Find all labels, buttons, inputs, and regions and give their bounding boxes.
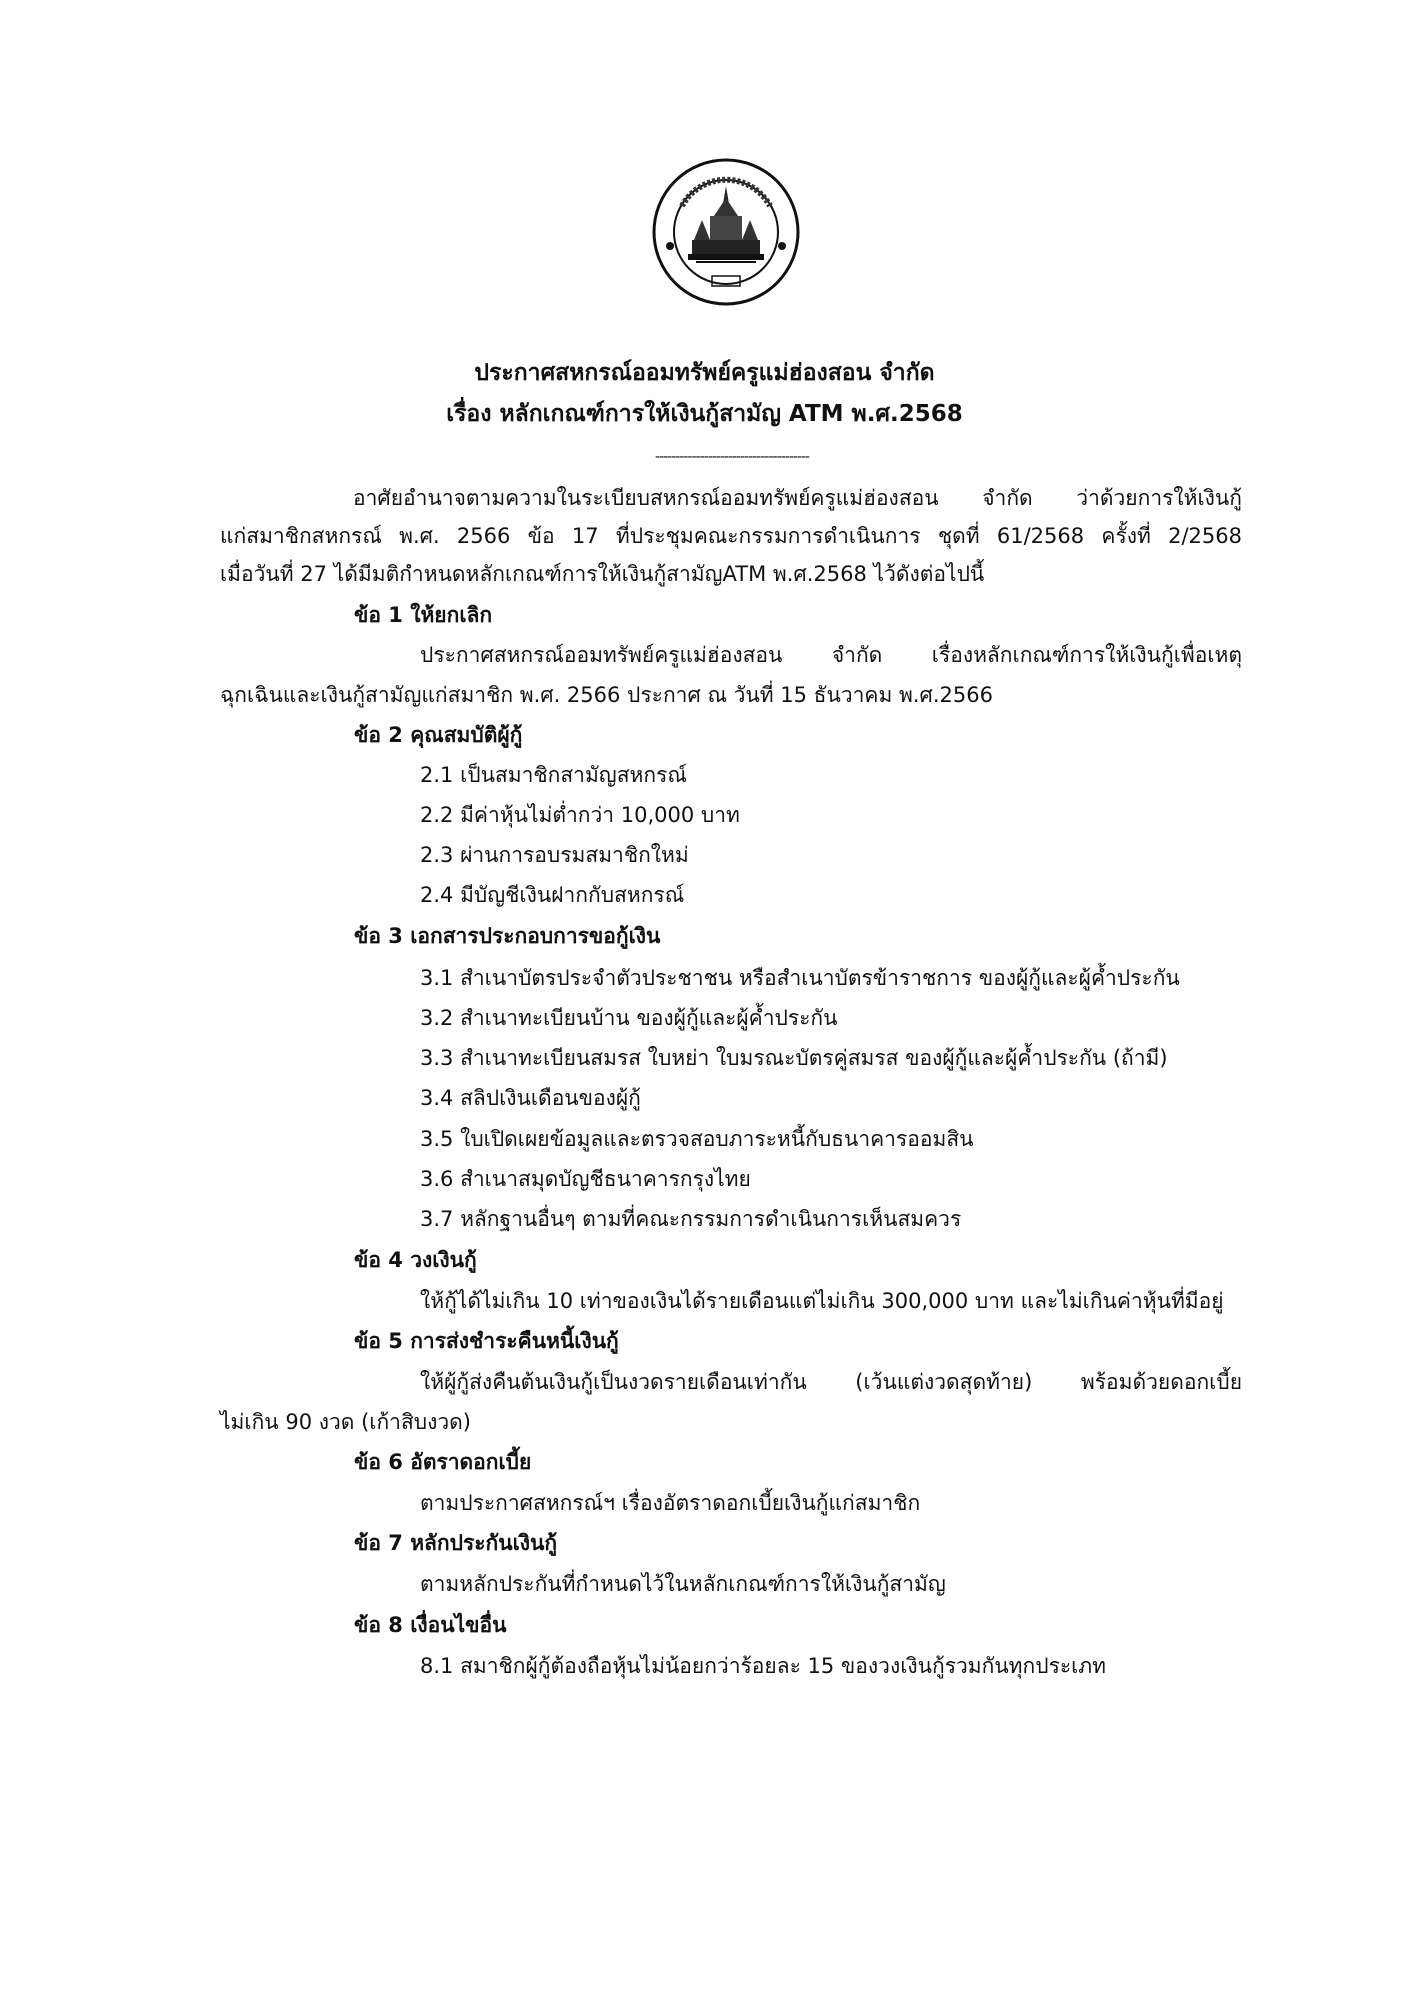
clause-item: 3.6 สำเนาสมุดบัญชีธนาคารกรุงไทย [420,1167,751,1191]
clause-heading: ข้อ 3 เอกสารประกอบการขอกู้เงิน [354,924,661,948]
preamble-line: อาศัยอำนาจตามความในระเบียบสหกรณ์ออมทรัพย์ครูแม่ฮ่องสอน จำกัด ว่าด้วยการให้เงินกู้ [353,486,1242,510]
clause-item: 3.5 ใบเปิดเผยข้อมูลและตรวจสอบภาระหนี้กับธนาคารออมสิน [420,1127,974,1151]
preamble-line: แก่สมาชิกสหกรณ์ พ.ศ. 2566 ข้อ 17 ที่ประชุมคณะกรรมการดำเนินการ ชุดที่ 61/2568 ครั้งที่ 2/2568 [220,524,1242,548]
clause-item: 3.1 สำเนาบัตรประจำตัวประชาชน หรือสำเนาบัตรข้าราชการ ของผู้กู้และผู้ค้ำประกัน [420,966,1180,990]
clause-text: ตามประกาศสหกรณ์ฯ เรื่องอัตราดอกเบี้ยเงินกู้แก่สมาชิก [420,1491,921,1515]
clause-heading: ข้อ 5 การส่งชำระคืนหนี้เงินกู้ [354,1329,619,1353]
announcement-title: ประกาศสหกรณ์ออมทรัพย์ครูแม่ฮ่องสอน จำกัด [474,360,935,386]
clause-heading: ข้อ 2 คุณสมบัติผู้กู้ [354,723,523,747]
clause-heading: ข้อ 6 อัตราดอกเบี้ย [354,1450,532,1474]
clause-item: 3.2 สำเนาทะเบียนบ้าน ของผู้กู้และผู้ค้ำประกัน [420,1006,838,1030]
clause-text: ฉุกเฉินและเงินกู้สามัญแก่สมาชิก พ.ศ. 2566 ประกาศ ณ วันที่ 15 ธันวาคม พ.ศ.2566 [220,683,993,707]
clause-heading: ข้อ 8 เงื่อนไขอื่น [354,1613,507,1637]
clause-heading: ข้อ 1 ให้ยกเลิก [354,603,493,627]
clause-item: 8.1 สมาชิกผู้กู้ต้องถือหุ้นไม่น้อยกว่าร้อยละ 15 ของวงเงินกู้รวมกันทุกประเภท [420,1654,1106,1678]
clause-item: 3.4 สลิปเงินเดือนของผู้กู้ [420,1086,641,1110]
clause-heading: ข้อ 7 หลักประกันเงินกู้ [354,1531,558,1555]
clause-text: ตามหลักประกันที่กำหนดไว้ในหลักเกณฑ์การให้เงินกู้สามัญ [420,1572,946,1596]
clause-item: 2.4 มีบัญชีเงินฝากกับสหกรณ์ [420,883,685,907]
clause-text: ประกาศสหกรณ์ออมทรัพย์ครูแม่ฮ่องสอน จำกัด เรื่องหลักเกณฑ์การให้เงินกู้เพื่อเหตุ [420,643,1242,667]
separator-line: -------------------------------------- [655,449,809,465]
clause-item: 2.3 ผ่านการอบรมสมาชิกใหม่ [420,843,689,867]
clause-item: 2.1 เป็นสมาชิกสามัญสหกรณ์ [420,763,687,787]
clause-text: ให้ผู้กู้ส่งคืนต้นเงินกู้เป็นงวดรายเดือนเท่ากัน (เว้นแต่งวดสุดท้าย) พร้อมด้วยดอกเบี้ย [420,1370,1242,1394]
cooperative-seal-logo [652,158,800,306]
clause-item: 2.2 มีค่าหุ้นไม่ต่ำกว่า 10,000 บาท [420,803,740,827]
clause-text: ไม่เกิน 90 งวด (เก้าสิบงวด) [220,1410,471,1434]
clause-item: 3.3 สำเนาทะเบียนสมรส ใบหย่า ใบมรณะบัตรคู่สมรส ของผู้กู้และผู้ค้ำประกัน (ถ้ามี) [420,1046,1168,1070]
clause-text: ให้กู้ได้ไม่เกิน 10 เท่าของเงินได้รายเดือนแต่ไม่เกิน 300,000 บาท และไม่เกินค่าหุ้นที่มีอยู่ [420,1289,1224,1313]
preamble-line: เมื่อวันที่ 27 ได้มีมติกำหนดหลักเกณฑ์การให้เงินกู้สามัญATM พ.ศ.2568 ไว้ดังต่อไปนี้ [220,562,985,586]
announcement-subject: เรื่อง หลักเกณฑ์การให้เงินกู้สามัญ ATM พ.ศ.2568 [446,401,963,427]
clause-item: 3.7 หลักฐานอื่นๆ ตามที่คณะกรรมการดำเนินการเห็นสมควร [420,1207,962,1231]
clause-heading: ข้อ 4 วงเงินกู้ [354,1248,477,1272]
